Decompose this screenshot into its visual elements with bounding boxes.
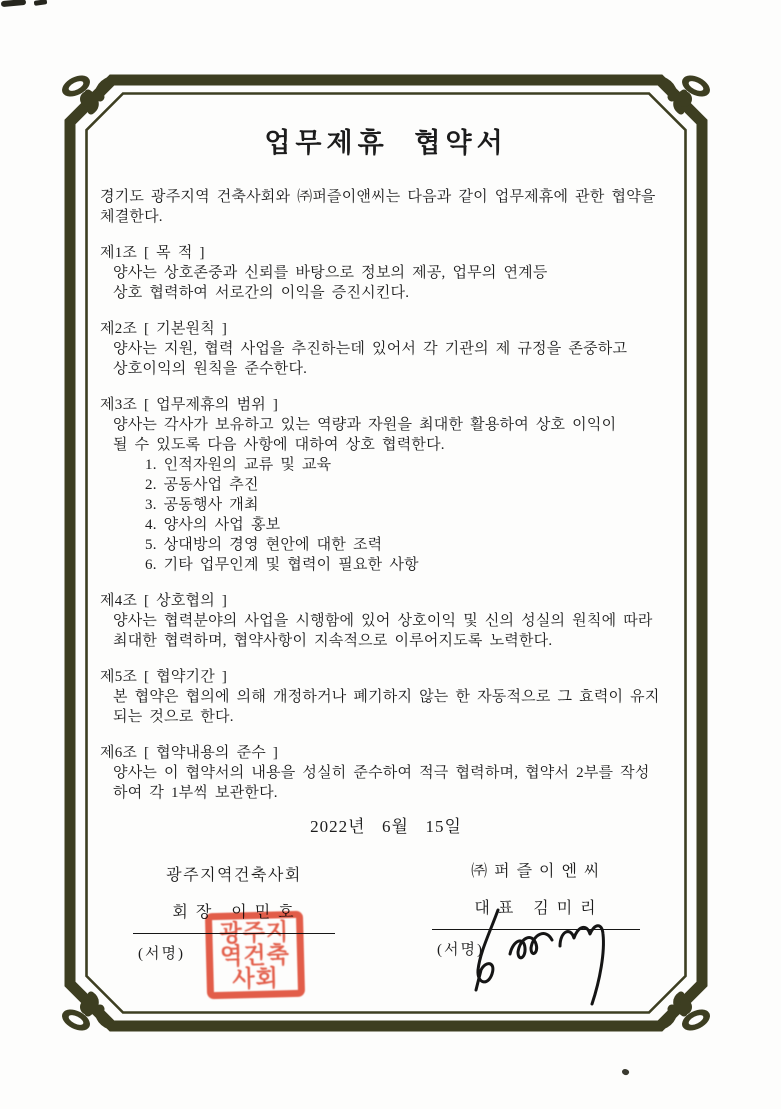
article-heading: 제5조 [ 협약기간 ] xyxy=(100,669,228,685)
org-name: ㈜ 퍼 즐 이 엔 씨 xyxy=(471,863,601,880)
signer-name-line: 대 표 김 미 리 xyxy=(474,900,598,917)
article-heading: 제6조 [ 협약내용의 준수 ] xyxy=(100,745,279,761)
article-3 xyxy=(100,395,672,575)
article-line: 양사는 지원, 협력 사업을 추진하는데 있어서 각 기관의 제 규정을 존중하고 xyxy=(113,341,628,357)
article-4 xyxy=(100,591,672,651)
org-name: 광주지역건축사회 xyxy=(166,867,302,884)
list-item: 2. 공동사업 추진 xyxy=(145,477,259,493)
seal-characters-row: 역건축 xyxy=(219,942,291,969)
article-line: 되는 것으로 한다. xyxy=(113,709,234,725)
list-item: 3. 공동행사 개최 xyxy=(145,497,259,513)
article-heading: 제4조 [ 상호협의 ] xyxy=(100,593,228,609)
intro-paragraph xyxy=(100,187,672,227)
seal-characters-row: 사회 xyxy=(232,965,280,992)
list-item: 5. 상대방의 경영 현안에 대한 조력 xyxy=(145,537,383,553)
intro-line: 경기도 광주지역 건축사회와 ㈜퍼즐이앤씨는 다음과 같이 업무제휴에 관한 협약을 xyxy=(100,189,656,205)
sign-label: (서명) xyxy=(138,946,185,962)
intro-line: 체결한다. xyxy=(100,209,163,225)
red-seal-stamp xyxy=(205,911,305,1000)
list-item: 6. 기타 업무인계 및 협력이 필요한 사항 xyxy=(145,557,419,573)
article-5 xyxy=(100,667,672,727)
article-heading: 제2조 [ 기본원칙 ] xyxy=(100,321,228,337)
article-line: 양사는 협력분야의 사업을 시행함에 있어 상호이익 및 신의 성실의 원칙에 따라 xyxy=(113,613,653,629)
article-2 xyxy=(100,319,672,379)
document-body xyxy=(100,120,672,838)
article-line: 상호 협력하여 서로간의 이익을 증진시킨다. xyxy=(113,285,410,301)
list-item: 4. 양사의 사업 홍보 xyxy=(145,517,281,533)
article-line: 될 수 있도록 다음 사항에 대하여 상호 협력한다. xyxy=(113,437,445,453)
article-6 xyxy=(100,743,672,803)
article-line: 하여 각 1부씩 보관한다. xyxy=(113,785,278,801)
article-line: 양사는 상호존중과 신뢰를 바탕으로 정보의 제공, 업무의 연계등 xyxy=(113,265,548,281)
seal-characters-row: 광주지 xyxy=(219,919,290,946)
article-line: 양사는 이 협약서의 내용을 성실히 준수하여 적극 협력하며, 협약서 2부를 작성 xyxy=(113,765,650,781)
list-item: 1. 인적자원의 교류 및 교육 xyxy=(145,457,332,473)
article-heading: 제1조 [ 목 적 ] xyxy=(100,245,205,261)
article-line: 최대한 협력하며, 협약사항이 지속적으로 이루어지도록 노력한다. xyxy=(113,633,553,649)
article-line: 본 협약은 협의에 의해 개정하거나 폐기하지 않는 한 자동적으로 그 효력이 유지 xyxy=(113,689,660,705)
article-1 xyxy=(100,243,672,303)
handwritten-signature xyxy=(468,898,618,1008)
sign-label: (서명) xyxy=(437,942,484,958)
article-heading: 제3조 [ 업무제휴의 범위 ] xyxy=(100,397,279,413)
document-title: 업무제휴 협약서 xyxy=(264,128,508,158)
article-line: 양사는 각사가 보유하고 있는 역량과 자원을 최대한 활용하여 상호 이익이 xyxy=(113,417,617,433)
signer-name-line: 회 장 이 민 호 xyxy=(172,904,296,921)
article-line: 상호이익의 원칙을 준수한다. xyxy=(113,361,308,377)
agreement-date: 2022년 6월 15일 xyxy=(310,817,462,836)
